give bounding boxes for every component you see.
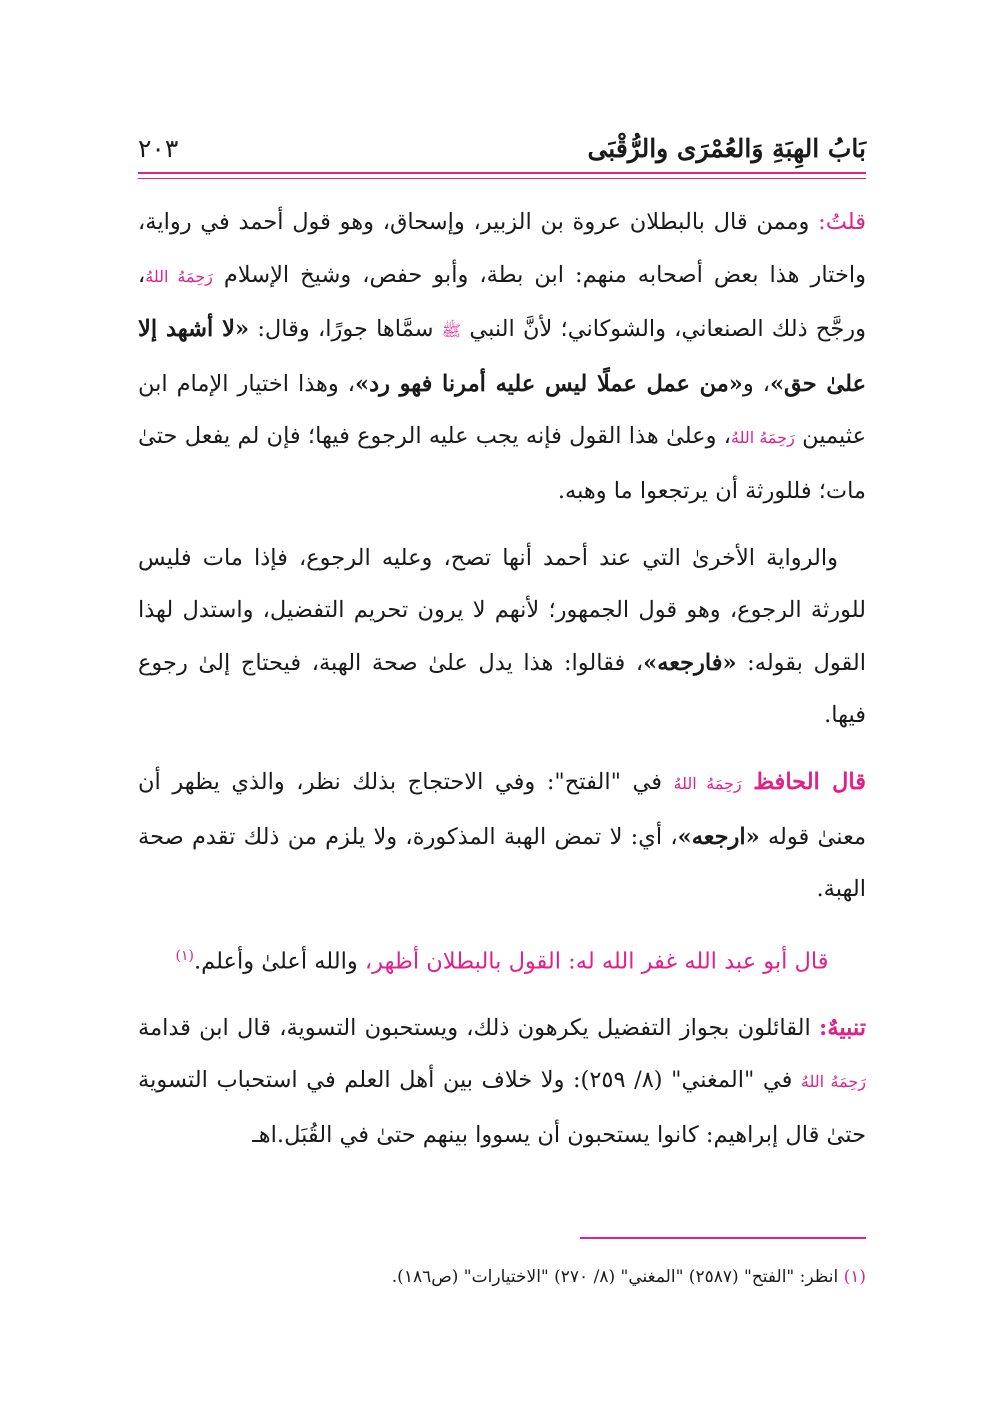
paragraph-text: وممن قال بالبطلان عروة بن الزبير، وإسحاق، وهو قول أحمد في رواية، واختار هذا بعض أصحابه منهم: ابن بطة، وأبو حفص، وشيخ الإسلام <box>138 209 866 288</box>
chapter-title: بَابُ الهِبَةِ وَالعُمْرَى والرُّقْبَى <box>587 134 866 163</box>
honorific-glyph: رَحِمَهُ اللهُ <box>800 1072 866 1092</box>
honorific-glyph: رَحِمَهُ اللهُ <box>730 428 795 448</box>
note-label: تنبيهٌ: <box>819 1014 867 1041</box>
honorific-glyph: رَحِمَهُ اللهُ <box>673 773 742 793</box>
hadith-quote: «فارجعه» <box>643 649 737 676</box>
paragraph-text: والله أعلىٰ وأعلم. <box>193 948 358 975</box>
main-text <box>138 196 866 1162</box>
hadith-quote: «لا أشهد إلا علىٰ حق» <box>138 316 867 397</box>
salutation-glyph: ﷺ <box>441 321 462 341</box>
paragraph-1 <box>138 196 866 518</box>
paragraph-text: ، أي: لا تمض الهبة المذكورة، ولا يلزم من ذلك تقدم صحة الهبة. <box>138 823 866 903</box>
footnote-ref[interactable]: (١) <box>175 947 194 964</box>
page-number: ٢٠٣ <box>138 134 179 163</box>
footnote-separator <box>580 1237 866 1239</box>
honorific-glyph: رَحِمَهُ اللهُ <box>145 266 213 286</box>
hadith-quote: «ارجعه» <box>677 823 760 850</box>
paragraph-text: ، وعلىٰ هذا القول فإنه يجب عليه الرجوع فيها؛ فإن لم يفعل حتىٰ مات؛ فللورثة أن يرتجعوا ما وهبه. <box>138 423 866 504</box>
paragraph-2 <box>138 532 866 742</box>
paragraph-text: ، ورجَّح ذلك الصنعاني، والشوكاني؛ لأنَّ النبي <box>138 261 867 343</box>
author-conclusion <box>138 930 866 988</box>
paragraph-text: سمَّاها جورًا، وقال: <box>257 316 434 343</box>
paragraph-text: ، و <box>742 370 770 397</box>
page-header <box>138 128 866 168</box>
footnote-marker: (١) <box>843 1267 866 1287</box>
paragraph-text: ، فقالوا: هذا يدل علىٰ صحة الهبة، فيحتاج إلىٰ رجوع فيها. <box>138 649 866 729</box>
paragraph-lead: قلتُ: <box>818 209 866 235</box>
paragraph-text: في "المغني" (٨/ ٢٥٩): ولا خلاف بين أهل العلم في استحباب التسوية حتىٰ قال إبراهيم: كانوا يستحبون أن يسووا بينهم حتىٰ في القُبَل.اهـ <box>138 1067 866 1148</box>
paragraph-text: ، وهذا اختيار الإمام ابن عثيمين <box>138 370 866 450</box>
footnote-text: انظر: "الفتح" (٢٥٨٧) "المغني" (٨/ ٢٧٠) "الاختيارات" (ص١٨٦). <box>391 1267 839 1287</box>
paragraph-note <box>138 1002 866 1162</box>
paragraph-text: القائلون بجواز التفضيل يكرهون ذلك، ويستحبون التسوية، قال ابن قدامة <box>138 1014 811 1041</box>
paragraph-lead: قال الحافظ <box>753 768 866 795</box>
header-rule-thick <box>138 172 866 174</box>
paragraph-text: والرواية الأخرىٰ التي عند أحمد أنها تصح، وعليه الرجوع، فإذا مات فليس للورثة الرجوع، وهو قول الجمهور؛ لأنهم لا يرون تحريم التفضيل، واستدل لهذا القول بقوله: <box>138 544 866 676</box>
hadith-quote: «من عمل عملًا ليس عليه أمرنا فهو رد» <box>355 370 743 397</box>
footnote <box>138 1262 866 1292</box>
paragraph-text: في "الفتح": وفي الاحتجاج بذلك نظر، والذي يظهر أن معنىٰ قوله <box>138 768 866 850</box>
header-rule-thin <box>138 178 866 179</box>
author-statement: قال أبو عبد الله غفر الله له: القول بالبطلان أظهر، <box>364 948 829 975</box>
paragraph-3 <box>138 756 866 916</box>
